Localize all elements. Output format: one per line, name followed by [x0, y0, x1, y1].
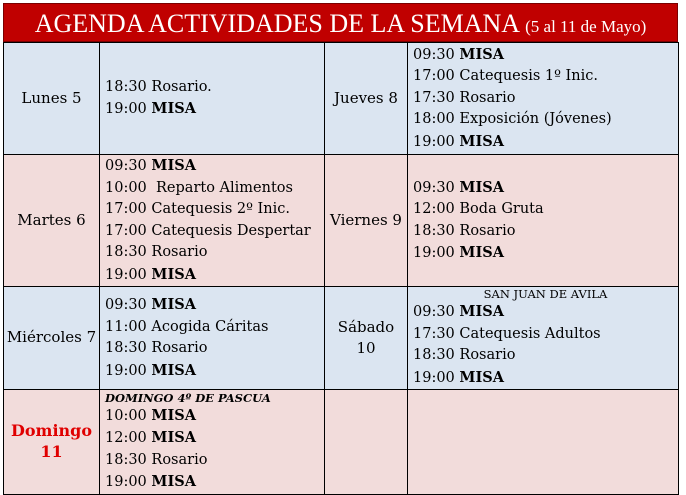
event-line: 09:30 MISA	[105, 157, 196, 174]
event-line: 09:30 MISA	[105, 296, 196, 313]
event-line: 18:30 Rosario	[105, 340, 208, 356]
event-line: 12:00 MISA	[105, 429, 196, 446]
table-row	[4, 390, 679, 495]
table-row	[4, 287, 679, 390]
events-domingo	[100, 390, 325, 495]
event-line: 18:30 Rosario.	[105, 78, 212, 95]
agenda-sheet	[3, 3, 678, 491]
day-label-jueves: Jueves 8	[325, 43, 408, 155]
event-line: 09:30 MISA	[413, 45, 504, 63]
event-line: 10:00 Reparto Alimentos	[105, 179, 293, 196]
events-lunes	[100, 43, 325, 155]
events-sabado	[408, 287, 679, 390]
event-line: 18:30 Rosario	[105, 451, 208, 468]
event-line: 10:00 MISA	[105, 406, 196, 424]
event-line: 17:30 Catequesis Adultos	[413, 325, 601, 342]
event-line: 18:30 Rosario	[413, 347, 516, 363]
event-line: 09:30 MISA	[413, 303, 504, 320]
agenda-title	[3, 3, 678, 42]
event-line: 19:00 MISA	[413, 368, 504, 386]
day-label-domingo	[4, 390, 100, 495]
event-line: 09:30 MISA	[413, 178, 504, 196]
day-label-lunes: Lunes 5	[4, 43, 100, 155]
empty-events-cell	[408, 390, 679, 495]
event-line: 19:00 MISA	[105, 100, 196, 117]
day-label-martes: Martes 6	[4, 155, 100, 287]
event-line: 18:30 Rosario	[105, 244, 208, 260]
title-dates: (5 al 11 de Mayo)	[525, 17, 647, 36]
event-line: 11:00 Acogida Cáritas	[105, 318, 269, 335]
event-line: 17:00 Catequesis Despertar	[105, 222, 311, 239]
day-label-sabado: Sábado 10	[325, 287, 408, 390]
event-line: 19:00 MISA	[105, 361, 196, 379]
event-line: 19:00 MISA	[413, 132, 504, 150]
sunday-label-line2: 11	[40, 442, 63, 461]
title-main: AGENDA ACTIVIDADES DE LA SEMANA	[34, 9, 526, 38]
event-line: 19:00 MISA	[105, 473, 196, 490]
events-viernes	[408, 155, 679, 287]
event-line: 18:30 Rosario	[413, 222, 516, 239]
sunday-label-line1: Domingo	[10, 420, 93, 440]
event-line: 17:00 Catequesis 1º Inic.	[413, 68, 598, 85]
events-jueves	[408, 43, 679, 155]
event-line: 19:00 MISA	[105, 265, 196, 283]
event-line: 17:30 Rosario	[413, 89, 516, 106]
events-miercoles	[100, 287, 325, 390]
agenda-table	[3, 42, 679, 495]
feast-note: SAN JUAN DE AVILA	[483, 287, 608, 301]
event-line: 12:00 Boda Gruta	[413, 201, 544, 217]
day-label-viernes: Viernes 9	[325, 155, 408, 287]
event-line: 17:00 Catequesis 2º Inic.	[105, 201, 290, 217]
event-line: 19:00 MISA	[413, 244, 504, 261]
event-line: 18:00 Exposición (Jóvenes)	[413, 111, 612, 128]
table-row	[4, 155, 679, 287]
day-label-miercoles: Miércoles 7	[4, 287, 100, 390]
empty-day-cell	[325, 390, 408, 495]
table-row	[4, 43, 679, 155]
events-martes	[100, 155, 325, 287]
sunday-note: DOMINGO 4º DE PASCUA	[105, 390, 271, 405]
